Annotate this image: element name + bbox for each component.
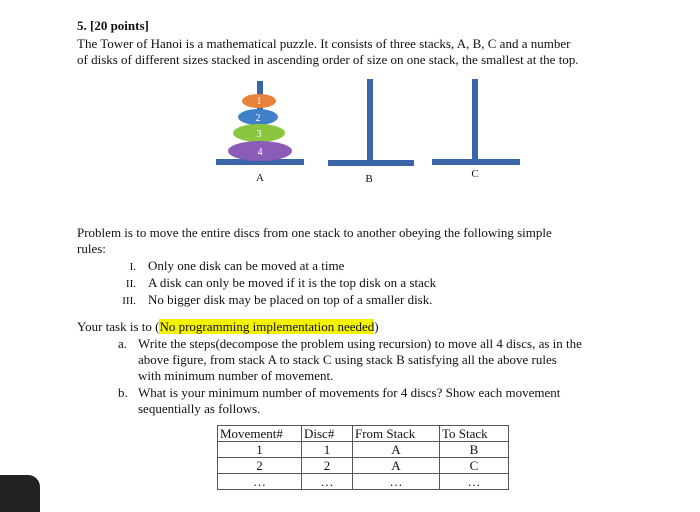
table-cell: … [353,474,440,490]
table-header-row [218,426,509,442]
disk-label: 4 [257,147,263,158]
pole-c [472,79,478,163]
pole-b [367,79,373,163]
intro [77,36,579,68]
rule-item [110,275,436,292]
dark-corner-overlay [0,475,40,512]
table-cell: 1 [302,442,353,458]
part-line: What is your minimum number of movements for 4 discs? Show each movement [138,385,561,400]
stack-label-a: A [256,172,264,184]
column-header: Disc# [302,426,353,442]
table-cell: … [218,474,302,490]
column-header: From Stack [353,426,440,442]
column-header: To Stack [440,426,509,442]
rule-item [110,258,436,275]
rule-item [110,292,436,309]
disk-label: 1 [256,96,262,107]
question-points: [20 points] [90,18,149,33]
rule-text: Only one disk can be moved at a time [148,258,345,273]
rules-list [110,258,436,309]
disk-label: 3 [256,129,262,140]
problem-statement [77,225,552,257]
rule-number: III. [122,295,136,307]
table-cell: 2 [302,458,353,474]
table-row [218,458,509,474]
table-row [218,474,509,490]
rule-text: A disk can only be moved if it is the top disk on a stack [148,275,437,290]
part-b [118,385,560,417]
part-label: a. [118,336,128,351]
part-a [118,336,582,384]
rule-text: No bigger disk may be placed on top of a smaller disk. [148,292,433,307]
part-line: above figure, from stack A to stack C using stack B satisfying all the above rules [138,352,557,367]
part-line: Write the steps(decompose the problem using recursion) to move all 4 discs, as in the [138,336,582,351]
problem-line: rules: [77,241,106,256]
table-cell: … [302,474,353,490]
task-statement [77,319,379,335]
table-cell: A [353,442,440,458]
table-cell: B [440,442,509,458]
intro-line: of disks of different sizes stacked in ascending order of size on one stack, the smallest at the top. [77,52,579,67]
table-cell: 1 [218,442,302,458]
column-header: Movement# [218,426,302,442]
table-cell: … [440,474,509,490]
problem-line: Problem is to move the entire discs from one stack to another obeying the following simple [77,225,552,240]
rule-number: II. [125,278,136,290]
question-number: 5. [77,18,87,33]
part-line: sequentially as follows. [138,401,261,416]
task-suffix: ) [374,319,379,334]
rule-number: I. [129,261,136,273]
intro-line: The Tower of Hanoi is a mathematical puzzle. It consists of three stacks, A, B, C and a number [77,36,571,51]
base-c [432,159,520,165]
movement-table [217,425,509,490]
highlighted-note: No programming implementation needed [159,319,375,334]
table-row [218,442,509,458]
task-prefix: Your task is to ( [77,319,160,334]
tower-of-hanoi-figure [200,70,530,190]
table-cell: A [353,458,440,474]
stack-label-b: B [365,173,373,185]
stack-label-c: C [471,168,479,180]
part-line: with minimum number of movement. [138,368,334,383]
table-cell: 2 [218,458,302,474]
part-label: b. [118,385,128,400]
table-cell: C [440,458,509,474]
disk-label: 2 [255,113,261,124]
question-header [77,18,149,34]
base-b [328,160,414,166]
